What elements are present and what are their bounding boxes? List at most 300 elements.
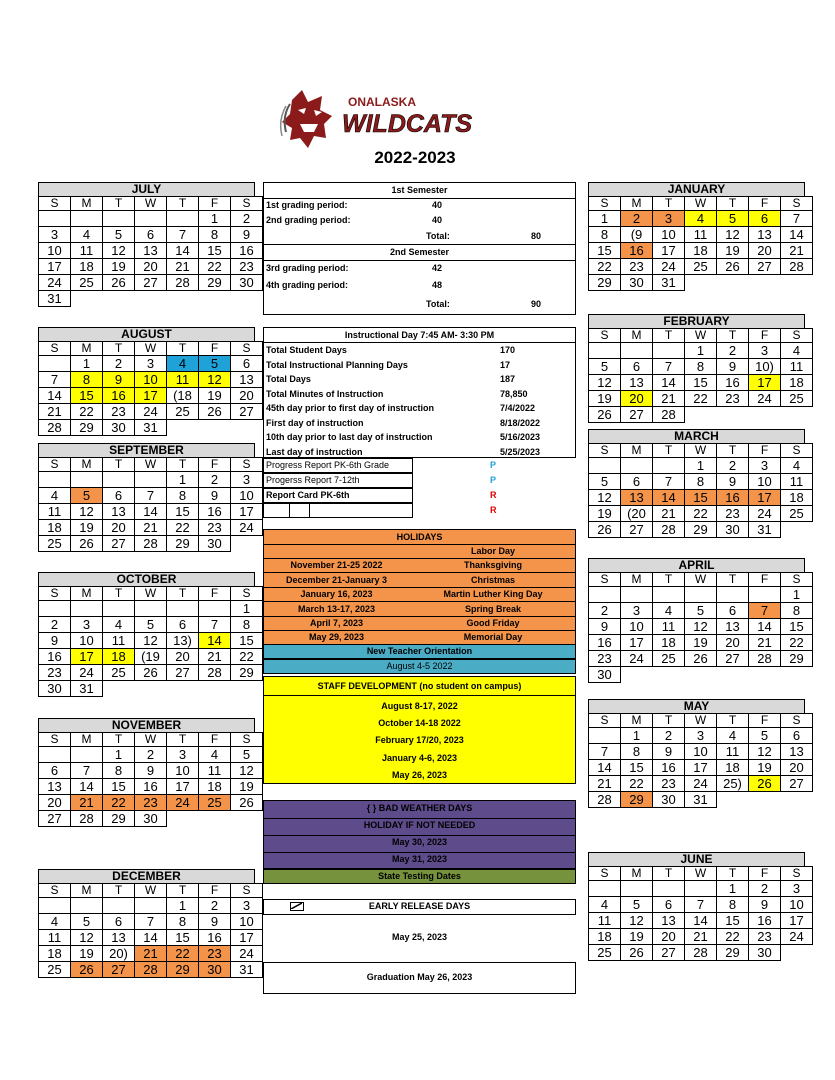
calendar-day: 27 bbox=[103, 962, 135, 978]
calendar-day: 25 bbox=[589, 945, 621, 961]
calendar-day: 3 bbox=[231, 898, 263, 914]
calendar-day: 16 bbox=[717, 375, 749, 391]
calendar-week bbox=[39, 243, 263, 259]
calendar-day: 16 bbox=[717, 490, 749, 506]
calendar-day bbox=[39, 601, 71, 617]
calendar-day: 2 bbox=[717, 458, 749, 474]
calendar-day: 11 bbox=[39, 504, 71, 520]
weekday-header: T bbox=[167, 884, 199, 898]
weekday-header: S bbox=[781, 197, 813, 211]
weekday-header: S bbox=[39, 342, 71, 356]
calendar-week bbox=[39, 649, 263, 665]
staff-development-date: January 4-6, 2023 bbox=[381, 752, 458, 763]
calendar-week bbox=[589, 945, 813, 961]
staff-development-date: August 8-17, 2022 bbox=[381, 701, 458, 711]
weekday-header: T bbox=[103, 884, 135, 898]
calendar-day: 15 bbox=[717, 913, 749, 929]
calendar-day: 4 bbox=[717, 728, 749, 744]
calendar-day: 16 bbox=[103, 388, 135, 404]
calendar-day: 5 bbox=[717, 211, 749, 227]
calendar-day: 7 bbox=[589, 744, 621, 760]
calendar-week bbox=[39, 665, 263, 681]
calendar-day: 1 bbox=[103, 747, 135, 763]
calendar-day: 27 bbox=[103, 536, 135, 552]
calendar-day bbox=[749, 587, 781, 603]
calendar-day: 31 bbox=[749, 522, 781, 538]
calendar-day: 7 bbox=[749, 603, 781, 619]
calendar-day: 19 bbox=[589, 391, 621, 407]
calendar-day: 3 bbox=[621, 603, 653, 619]
calendar-day: 15 bbox=[167, 504, 199, 520]
calendar-day: 13 bbox=[653, 913, 685, 929]
calendar-day: 18 bbox=[71, 259, 103, 275]
weekday-header: T bbox=[653, 714, 685, 728]
calendar-day: 1 bbox=[717, 881, 749, 897]
wildcats-logo bbox=[278, 86, 502, 152]
holiday-date: April 7, 2023 bbox=[309, 618, 364, 628]
weekday-header: M bbox=[71, 342, 103, 356]
calendar-day: 10 bbox=[621, 619, 653, 635]
weekday-header: F bbox=[749, 714, 781, 728]
calendar-day: 12 bbox=[71, 930, 103, 946]
calendar-day: 26 bbox=[231, 795, 263, 811]
progress-report-marker: P bbox=[490, 460, 497, 470]
weekday-header: F bbox=[749, 444, 781, 458]
calendar-day: 28 bbox=[135, 536, 167, 552]
calendar-day: 7 bbox=[135, 914, 167, 930]
calendar-week bbox=[39, 275, 263, 291]
calendar-day: 6 bbox=[231, 356, 263, 372]
calendar-day: 8 bbox=[231, 617, 263, 633]
calendar-day bbox=[39, 747, 71, 763]
calendar-day: 2 bbox=[749, 881, 781, 897]
holiday-date: January 16, 2023 bbox=[300, 589, 373, 600]
calendar-day: 22 bbox=[167, 946, 199, 962]
calendar-week bbox=[589, 458, 813, 474]
calendar-day: 11 bbox=[653, 619, 685, 635]
weekday-header: S bbox=[589, 197, 621, 211]
calendar-day: 20 bbox=[39, 795, 71, 811]
weekday-header: T bbox=[103, 733, 135, 747]
calendar-day: 30 bbox=[103, 420, 135, 436]
calendar-day: 20 bbox=[621, 391, 653, 407]
calendar-day: 26 bbox=[135, 665, 167, 681]
month-june bbox=[588, 852, 805, 961]
instructional-value: 170 bbox=[500, 345, 516, 355]
calendar-day: 18 bbox=[589, 929, 621, 945]
calendar-week bbox=[39, 291, 263, 307]
calendar-day: 3 bbox=[167, 747, 199, 763]
calendar-day: 16 bbox=[199, 930, 231, 946]
calendar-day: 22 bbox=[199, 259, 231, 275]
calendar-day: 23 bbox=[135, 795, 167, 811]
instructional-label: Total Minutes of Instruction bbox=[266, 388, 384, 399]
weekday-header: F bbox=[199, 197, 231, 211]
calendar-day bbox=[39, 898, 71, 914]
calendar-week bbox=[39, 520, 263, 536]
calendar-day: 15 bbox=[621, 760, 653, 776]
calendar-day: 28 bbox=[781, 259, 813, 275]
calendar-day: 28 bbox=[39, 420, 71, 436]
weekday-header: S bbox=[231, 733, 263, 747]
holiday-name: Christmas bbox=[470, 574, 515, 585]
calendar-day: 15 bbox=[103, 779, 135, 795]
calendar-day bbox=[653, 343, 685, 359]
calendar-day: 23 bbox=[717, 391, 749, 407]
weekday-header: M bbox=[71, 733, 103, 747]
calendar-day: 4 bbox=[167, 356, 199, 372]
calendar-day: 26 bbox=[685, 651, 717, 667]
calendar-day: 19 bbox=[71, 946, 103, 962]
calendar-day: 24 bbox=[653, 259, 685, 275]
calendar-day: 18 bbox=[781, 375, 813, 391]
calendar-week bbox=[39, 962, 263, 978]
calendar-day: 1 bbox=[621, 728, 653, 744]
calendar-day bbox=[717, 587, 749, 603]
month-may bbox=[588, 699, 805, 808]
calendar-day: 15 bbox=[167, 930, 199, 946]
calendar-day: 19 bbox=[621, 929, 653, 945]
calendar-day: 23 bbox=[589, 651, 621, 667]
calendar-day: 5 bbox=[589, 359, 621, 375]
weekday-header: W bbox=[135, 587, 167, 601]
weekday-header: F bbox=[749, 329, 781, 343]
calendar-day: 2 bbox=[199, 898, 231, 914]
calendar-day: 30 bbox=[621, 275, 653, 291]
holiday-name: Spring Break bbox=[464, 603, 522, 614]
bad-weather-date-2: May 31, 2023 bbox=[391, 854, 448, 864]
month-august bbox=[38, 327, 255, 436]
weekday-header: T bbox=[167, 342, 199, 356]
calendar-day: 11 bbox=[781, 359, 813, 375]
calendar-day: 13 bbox=[135, 243, 167, 259]
calendar-day: 12 bbox=[717, 227, 749, 243]
calendar-day: 9 bbox=[749, 897, 781, 913]
month-october bbox=[38, 572, 255, 697]
calendar-day: 19 bbox=[231, 779, 263, 795]
weekday-header: T bbox=[167, 587, 199, 601]
calendar-week bbox=[589, 375, 813, 391]
calendar-day: 7 bbox=[199, 617, 231, 633]
calendar-week bbox=[589, 929, 813, 945]
month-title: AUGUST bbox=[38, 327, 255, 341]
calendar-day: 26 bbox=[199, 404, 231, 420]
holiday-name: Labor Day bbox=[470, 546, 515, 556]
calendar-day: 25 bbox=[685, 259, 717, 275]
calendar-day: 26 bbox=[621, 945, 653, 961]
calendar-day: 10 bbox=[749, 474, 781, 490]
calendar-day: 22 bbox=[167, 520, 199, 536]
calendar-day bbox=[685, 587, 717, 603]
weekday-header: S bbox=[39, 197, 71, 211]
weekday-header: S bbox=[589, 444, 621, 458]
calendar-day: 13 bbox=[781, 744, 813, 760]
calendar-day: 14 bbox=[135, 504, 167, 520]
calendar-day: 26 bbox=[71, 536, 103, 552]
calendar-day: 25 bbox=[167, 404, 199, 420]
calendar-day: 9 bbox=[717, 359, 749, 375]
calendar-day: 17 bbox=[685, 760, 717, 776]
logo-top-text: ONALASKA bbox=[348, 95, 416, 109]
calendar-day: 10 bbox=[231, 488, 263, 504]
month-title: JUNE bbox=[588, 852, 805, 866]
calendar-day bbox=[135, 898, 167, 914]
progress-report-marker: R bbox=[490, 490, 497, 500]
calendar-day: 9 bbox=[199, 488, 231, 504]
holiday-row bbox=[264, 544, 575, 559]
progress-report-marker: R bbox=[490, 505, 497, 515]
calendar-day: 29 bbox=[717, 945, 749, 961]
calendar-day: 21 bbox=[589, 776, 621, 792]
school-year-title: 2022-2023 bbox=[374, 148, 456, 167]
weekday-header: M bbox=[71, 884, 103, 898]
instructional-label: Total Instructional Planning Days bbox=[266, 359, 408, 370]
calendar-day: 20 bbox=[167, 649, 199, 665]
instructional-title: Instructional Day 7:45 AM- 3:30 PM bbox=[264, 328, 575, 343]
calendar-day: 8 bbox=[167, 488, 199, 504]
calendar-week bbox=[39, 536, 263, 552]
calendar-day: 4 bbox=[781, 343, 813, 359]
calendar-day: 31 bbox=[71, 681, 103, 697]
progress-report-marker: P bbox=[490, 475, 497, 485]
calendar-day: 30 bbox=[39, 681, 71, 697]
calendar-day: 22 bbox=[589, 259, 621, 275]
semester-2-title: 2nd Semester bbox=[264, 244, 575, 261]
calendar-week bbox=[39, 681, 263, 697]
calendar-week bbox=[39, 747, 263, 763]
calendar-day: (19 bbox=[135, 649, 167, 665]
calendar-day: 30 bbox=[589, 667, 621, 683]
weekday-header: S bbox=[589, 573, 621, 587]
calendar-day: 20 bbox=[103, 520, 135, 536]
weekday-header: M bbox=[71, 197, 103, 211]
calendar-day: 8 bbox=[781, 603, 813, 619]
calendar-day: 14 bbox=[199, 633, 231, 649]
calendar-day: 4 bbox=[39, 488, 71, 504]
calendar-day: 28 bbox=[749, 651, 781, 667]
holiday-name: Good Friday bbox=[466, 618, 520, 628]
calendar-day: 26 bbox=[589, 407, 621, 423]
calendar-day: 10 bbox=[653, 227, 685, 243]
calendar-day: 20 bbox=[653, 929, 685, 945]
graduation-box bbox=[263, 962, 576, 994]
calendar-week bbox=[39, 488, 263, 504]
calendar-week bbox=[589, 259, 813, 275]
calendar-day: 24 bbox=[749, 391, 781, 407]
calendar-week bbox=[39, 504, 263, 520]
calendar-day: 8 bbox=[71, 372, 103, 388]
early-release-date: May 25, 2023 bbox=[391, 932, 448, 942]
calendar-day: 3 bbox=[135, 356, 167, 372]
calendar-day: 30 bbox=[135, 811, 167, 827]
calendar-day: 1 bbox=[781, 587, 813, 603]
calendar-day: 15 bbox=[589, 243, 621, 259]
calendar-day: 6 bbox=[167, 617, 199, 633]
month-january bbox=[588, 182, 805, 291]
calendar-day: 7 bbox=[167, 227, 199, 243]
calendar-day: 6 bbox=[39, 763, 71, 779]
calendar-day: 12 bbox=[749, 744, 781, 760]
holiday-row bbox=[264, 602, 575, 617]
calendar-day: 13 bbox=[717, 619, 749, 635]
instructional-label: Total Student Days bbox=[266, 345, 347, 355]
calendar-week bbox=[589, 728, 813, 744]
calendar-week bbox=[39, 930, 263, 946]
weekday-header: M bbox=[621, 329, 653, 343]
weekday-header: F bbox=[199, 733, 231, 747]
calendar-day: 6 bbox=[103, 914, 135, 930]
calendar-day: 31 bbox=[653, 275, 685, 291]
calendar-day: 24 bbox=[231, 946, 263, 962]
calendar-day: 5 bbox=[621, 897, 653, 913]
calendar-day: 19 bbox=[103, 259, 135, 275]
calendar-day: 28 bbox=[199, 665, 231, 681]
progress-report-label: Progress Report PK-6th Grade bbox=[266, 460, 390, 470]
instructional-label: 10th day prior to last day of instruction bbox=[266, 432, 433, 442]
calendar-day: 7 bbox=[653, 474, 685, 490]
calendar-day: 12 bbox=[621, 913, 653, 929]
calendar-day: 27 bbox=[621, 407, 653, 423]
instructional-value: 7/4/2022 bbox=[500, 403, 536, 413]
month-july bbox=[38, 182, 255, 307]
calendar-day: 19 bbox=[71, 520, 103, 536]
calendar-day: 15 bbox=[685, 490, 717, 506]
calendar-day: 13 bbox=[231, 372, 263, 388]
staff-development-title: STAFF DEVELOPMENT (no student on campus) bbox=[264, 677, 575, 696]
calendar-day: 25 bbox=[103, 665, 135, 681]
calendar-week bbox=[589, 275, 813, 291]
calendar-day: 6 bbox=[621, 359, 653, 375]
weekday-header: T bbox=[103, 197, 135, 211]
instructional-value: 5/25/2023 bbox=[500, 446, 541, 457]
calendar-day: 11 bbox=[589, 913, 621, 929]
calendar-day: 20 bbox=[749, 243, 781, 259]
weekday-header: W bbox=[685, 573, 717, 587]
calendar-day: 10 bbox=[135, 372, 167, 388]
calendar-day: 25 bbox=[781, 391, 813, 407]
calendar-day: 18 bbox=[653, 635, 685, 651]
calendar-day: 27 bbox=[717, 651, 749, 667]
semester-1-title: 1st Semester bbox=[264, 183, 575, 199]
calendar-day: 24 bbox=[781, 929, 813, 945]
calendar-day: 27 bbox=[167, 665, 199, 681]
calendar-day: 14 bbox=[781, 227, 813, 243]
weekday-header: S bbox=[231, 884, 263, 898]
calendar-day: 5 bbox=[71, 914, 103, 930]
bad-weather-title: { } BAD WEATHER DAYS bbox=[264, 801, 575, 819]
weekday-header: F bbox=[199, 458, 231, 472]
semester-2-total-label: Total: bbox=[426, 299, 450, 309]
calendar-day: 22 bbox=[685, 506, 717, 522]
calendar-day: 3 bbox=[781, 881, 813, 897]
month-title: APRIL bbox=[588, 558, 805, 572]
instructional-label: First day of instruction bbox=[266, 417, 364, 428]
calendar-day: 24 bbox=[231, 520, 263, 536]
calendar-day: 3 bbox=[749, 343, 781, 359]
weekday-header: S bbox=[781, 867, 813, 881]
calendar-day: 21 bbox=[167, 259, 199, 275]
calendar-day: 30 bbox=[653, 792, 685, 808]
bad-weather-date-1: May 30, 2023 bbox=[264, 835, 575, 853]
calendar-day: 4 bbox=[103, 617, 135, 633]
month-november bbox=[38, 718, 255, 827]
calendar-day bbox=[71, 898, 103, 914]
holiday-name: Thanksgiving bbox=[463, 560, 522, 571]
weekday-header: T bbox=[653, 573, 685, 587]
weekday-header: S bbox=[231, 197, 263, 211]
calendar-day: 6 bbox=[749, 211, 781, 227]
calendar-day: 30 bbox=[231, 275, 263, 291]
calendar-day: 19 bbox=[589, 506, 621, 522]
calendar-day: 17 bbox=[231, 504, 263, 520]
weekday-header: F bbox=[199, 342, 231, 356]
calendar-day: 12 bbox=[103, 243, 135, 259]
calendar-day: 7 bbox=[653, 359, 685, 375]
calendar-day: 4 bbox=[653, 603, 685, 619]
calendar-day: 25 bbox=[781, 506, 813, 522]
calendar-day: 26 bbox=[103, 275, 135, 291]
calendar-day: 8 bbox=[717, 897, 749, 913]
weekday-header: W bbox=[135, 197, 167, 211]
calendar-day bbox=[135, 472, 167, 488]
calendar-day: 28 bbox=[685, 945, 717, 961]
weekday-header: T bbox=[717, 329, 749, 343]
calendar-week bbox=[589, 227, 813, 243]
calendar-day: 6 bbox=[621, 474, 653, 490]
calendar-week bbox=[589, 211, 813, 227]
weekday-header: W bbox=[135, 733, 167, 747]
calendar-day: 20) bbox=[103, 946, 135, 962]
calendar-day bbox=[39, 356, 71, 372]
month-title: JULY bbox=[38, 182, 255, 196]
calendar-day: 29 bbox=[781, 651, 813, 667]
calendar-week bbox=[39, 811, 263, 827]
staff-development-date: May 26, 2023 bbox=[391, 769, 448, 780]
early-release-title: EARLY RELEASE DAYS bbox=[368, 901, 471, 911]
calendar-day: (20 bbox=[621, 506, 653, 522]
calendar-day: 13 bbox=[749, 227, 781, 243]
calendar-day: 3 bbox=[39, 227, 71, 243]
calendar-day: 14 bbox=[653, 375, 685, 391]
calendar-day: 27 bbox=[39, 811, 71, 827]
calendar-day: 16 bbox=[749, 913, 781, 929]
staff-development-date: February 17/20, 2023 bbox=[375, 735, 464, 746]
calendar-day: 9 bbox=[135, 763, 167, 779]
calendar-day: 31 bbox=[685, 792, 717, 808]
calendar-day: 4 bbox=[685, 211, 717, 227]
weekday-header: W bbox=[685, 197, 717, 211]
calendar-day: 21 bbox=[39, 404, 71, 420]
calendar-day: 3 bbox=[231, 472, 263, 488]
weekday-header: T bbox=[717, 714, 749, 728]
calendar-week bbox=[589, 897, 813, 913]
calendar-day: 9 bbox=[653, 744, 685, 760]
weekday-header: T bbox=[167, 733, 199, 747]
holiday-date: November 21-25 2022 bbox=[290, 560, 383, 571]
instructional-value: 17 bbox=[500, 359, 511, 370]
calendar-day: 10 bbox=[685, 744, 717, 760]
calendar-day bbox=[589, 728, 621, 744]
calendar-day: 4 bbox=[781, 458, 813, 474]
calendar-day: 25 bbox=[71, 275, 103, 291]
calendar-day: 11 bbox=[167, 372, 199, 388]
calendar-day: 5 bbox=[749, 728, 781, 744]
calendar-day: 13 bbox=[103, 504, 135, 520]
weekday-header: T bbox=[167, 458, 199, 472]
calendar-week bbox=[39, 472, 263, 488]
calendar-day: 26 bbox=[589, 522, 621, 538]
weekday-header: M bbox=[621, 714, 653, 728]
